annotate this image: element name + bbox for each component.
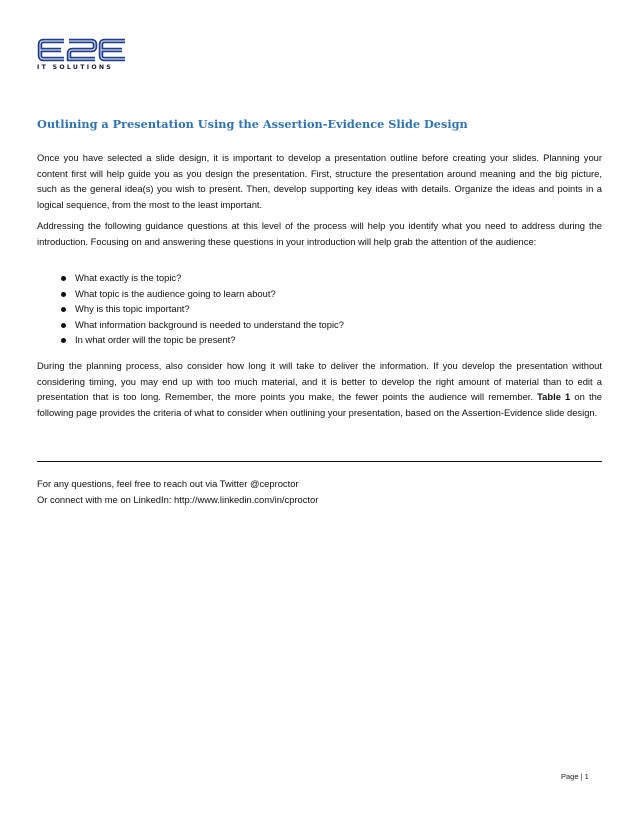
list-item-text: In what order will the topic be present? xyxy=(75,334,236,346)
bullet-icon xyxy=(61,307,66,312)
linkedin-contact: Or connect with me on LinkedIn: http://www.linkedin.com/in/cproctor xyxy=(37,493,319,505)
list-item-text: What information background is needed to understand the topic? xyxy=(75,318,344,330)
list-item-text: What topic is the audience going to learn about? xyxy=(75,287,276,299)
planning-text: During the planning process, also consider how long it will take to deliver the information. If you develop the presentation without considering timing, you may end up with too much material, and it is better to develop the right amount of material than to edit a presentation that is too long. Remember, the more points you make, the fewer points the audience will remember. xyxy=(37,360,602,403)
bullet-icon xyxy=(61,323,66,328)
list-item xyxy=(37,286,602,302)
bullet-icon xyxy=(61,276,66,281)
table-reference: Table 1 xyxy=(537,391,571,403)
paragraph-planning xyxy=(37,358,602,420)
planning-text-end: on the following page provides the criteria of what to consider when outlining your presentation, based on the Assertion-Evidence slide design. xyxy=(37,391,603,418)
list-item xyxy=(37,332,602,348)
guidance-question-list xyxy=(37,270,602,348)
horizontal-divider xyxy=(37,461,602,462)
list-item-text: Why is this topic important? xyxy=(75,303,190,315)
contact-info xyxy=(37,476,318,507)
list-item xyxy=(37,270,602,286)
bullet-icon xyxy=(61,338,66,343)
company-logo xyxy=(37,38,129,76)
logo-subtitle: IT SOLUTIONS xyxy=(37,64,114,71)
page-number: Page | 1 xyxy=(561,772,589,781)
document-title: Outlining a Presentation Using the Assertion-Evidence Slide Design xyxy=(37,117,468,131)
list-item xyxy=(37,301,602,317)
twitter-contact: For any questions, feel free to reach out via Twitter @ceproctor xyxy=(37,478,299,489)
e2e-logo-mark xyxy=(37,38,129,62)
list-item xyxy=(37,317,602,333)
paragraph-intro: Once you have selected a slide design, it is important to develop a presentation outline before creating your slides. Planning your content first will help guide you as you design the presentation. First, structure the presentation around meaning and the big picture, such as the general idea(s) you wish to present. Then, develop supporting key ideas with details. Organize the ideas and points in a logical sequence, from the most to the least important. xyxy=(37,152,602,210)
paragraph-guidance: Addressing the following guidance questions at this level of the process will help you identify what you need to address during the introduction. Focusing on and answering these questions in your introduction will help grab the attention of the audience: xyxy=(37,220,602,247)
list-item-text: What exactly is the topic? xyxy=(75,272,182,283)
bullet-icon xyxy=(61,292,66,297)
